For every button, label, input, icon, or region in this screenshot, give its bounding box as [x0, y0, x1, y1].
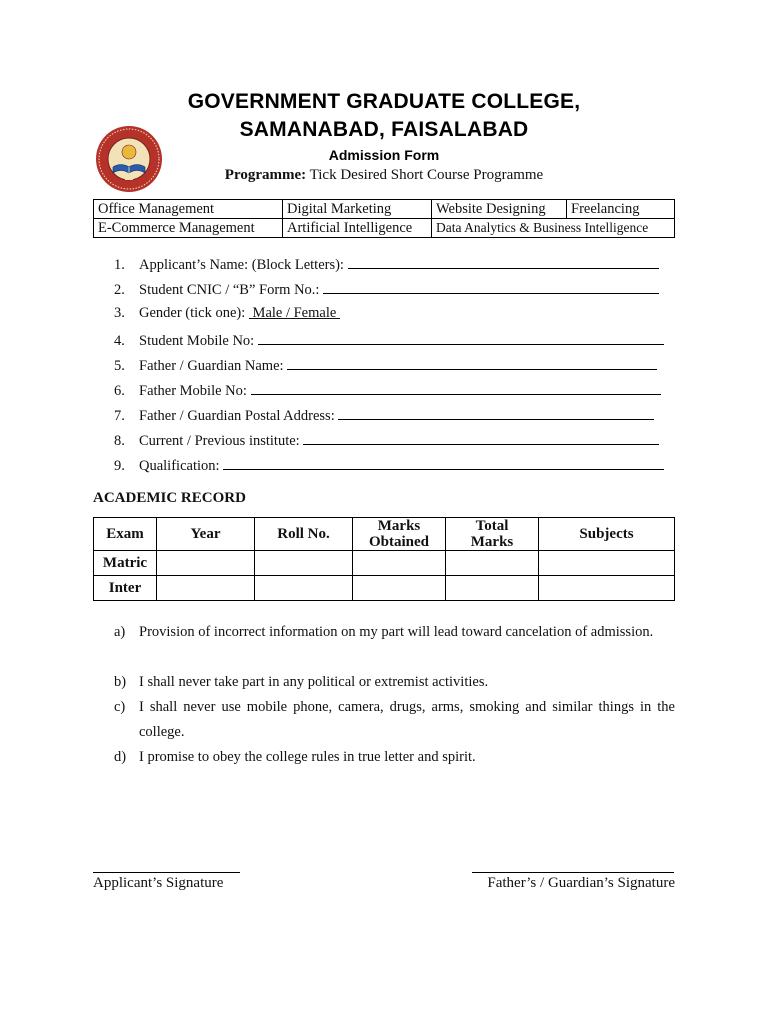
declaration-d	[114, 745, 675, 770]
field-label: Current / Previous institute:	[139, 433, 304, 449]
course-row	[94, 200, 675, 219]
college-seal-logo	[95, 125, 163, 193]
declaration-letter: a)	[114, 624, 126, 640]
field-number: 7.	[114, 408, 125, 424]
field-postal-address	[114, 405, 674, 425]
college-title-line1: GOVERNMENT GRADUATE COLLEGE,	[187, 90, 581, 113]
col-subjects: Subjects	[539, 518, 675, 551]
field-father-mobile	[114, 380, 674, 400]
declaration-letter: c)	[114, 699, 126, 715]
field-number: 2.	[114, 282, 125, 298]
field-label: Applicant’s Name: (Block Letters):	[139, 257, 348, 273]
field-applicant-name	[114, 254, 674, 274]
field-qualification	[114, 455, 674, 475]
matric-total-cell[interactable]	[446, 551, 539, 576]
col-marks-line2: Obtained	[368, 534, 429, 550]
field-student-mobile	[114, 330, 674, 350]
declaration-text: Provision of incorrect information on my part will lead toward cancelation of admission.	[139, 624, 654, 640]
course-office-management[interactable]: Office Management	[94, 200, 283, 219]
field-guardian-name	[114, 355, 674, 375]
course-digital-marketing[interactable]: Digital Marketing	[283, 200, 432, 219]
matric-subjects-cell[interactable]	[539, 551, 675, 576]
declaration-text: I shall never take part in any political or extremist activities.	[139, 674, 489, 690]
col-total-line2: Marks	[470, 534, 514, 550]
field-previous-institute	[114, 430, 674, 450]
field-gender	[114, 304, 674, 322]
inter-roll-cell[interactable]	[255, 576, 353, 601]
form-name: Admission Form	[328, 147, 440, 163]
table-row	[94, 576, 675, 601]
table-header-row	[94, 518, 675, 551]
declaration-a	[114, 620, 675, 645]
inter-subjects-cell[interactable]	[539, 576, 675, 601]
field-label: Student Mobile No:	[139, 333, 258, 349]
course-artificial-intelligence[interactable]: Artificial Intelligence	[283, 219, 432, 238]
applicant-name-input[interactable]	[348, 254, 659, 269]
field-number: 5.	[114, 358, 125, 374]
field-number: 3.	[114, 305, 125, 321]
academic-record-heading: ACADEMIC RECORD	[93, 490, 246, 506]
student-cnic-input[interactable]	[323, 279, 659, 294]
field-label: Father Mobile No:	[139, 383, 251, 399]
postal-address-input[interactable]	[338, 405, 654, 420]
field-number: 8.	[114, 433, 125, 449]
qualification-input[interactable]	[223, 455, 664, 470]
declaration-letter: d)	[114, 749, 127, 765]
col-roll-no: Roll No.	[255, 518, 353, 551]
row-matric: Matric	[94, 551, 157, 576]
matric-year-cell[interactable]	[157, 551, 255, 576]
declaration-letter: b)	[114, 674, 127, 690]
field-label: Father / Guardian Name:	[139, 358, 288, 374]
applicant-signature-label: Applicant’s Signature	[93, 875, 224, 891]
matric-marks-cell[interactable]	[353, 551, 446, 576]
declaration-c	[114, 695, 675, 745]
field-label: Gender (tick one):	[139, 305, 249, 321]
course-options-table	[93, 199, 675, 238]
col-exam: Exam	[94, 518, 157, 551]
inter-total-cell[interactable]	[446, 576, 539, 601]
inter-year-cell[interactable]	[157, 576, 255, 601]
field-label: Qualification:	[139, 458, 224, 474]
col-marks-obtained	[353, 518, 446, 551]
course-ecommerce-management[interactable]: E-Commerce Management	[94, 219, 283, 238]
academic-record-table	[93, 517, 675, 601]
course-row	[94, 219, 675, 238]
course-data-analytics[interactable]: Data Analytics & Business Intelligence	[432, 219, 675, 238]
col-total-marks	[446, 518, 539, 551]
inter-marks-cell[interactable]	[353, 576, 446, 601]
course-website-designing[interactable]: Website Designing	[432, 200, 567, 219]
field-number: 4.	[114, 333, 125, 349]
declaration-b	[114, 670, 675, 695]
col-total-line1: Total	[475, 518, 509, 534]
matric-roll-cell[interactable]	[255, 551, 353, 576]
field-student-cnic	[114, 279, 674, 299]
father-mobile-input[interactable]	[251, 380, 661, 395]
col-marks-line1: Marks	[377, 518, 421, 534]
declaration-text: I promise to obey the college rules in true letter and spirit.	[139, 749, 476, 765]
col-year: Year	[157, 518, 255, 551]
field-number: 6.	[114, 383, 125, 399]
guardian-signature-line[interactable]	[472, 872, 674, 873]
declaration-text: I shall never use mobile phone, camera, drugs, arms, smoking and similar things in the college.	[139, 699, 675, 740]
field-number: 9.	[114, 458, 125, 474]
field-number: 1.	[114, 257, 125, 273]
programme-label: Programme:	[224, 167, 307, 183]
guardian-signature-label: Father’s / Guardian’s Signature	[487, 875, 675, 891]
student-mobile-input[interactable]	[258, 330, 664, 345]
course-freelancing[interactable]: Freelancing	[567, 200, 675, 219]
table-row	[94, 551, 675, 576]
gender-options[interactable]: Male / Female	[248, 305, 340, 321]
field-label: Student CNIC / “B” Form No.:	[139, 282, 324, 298]
college-title-line2: SAMANABAD, FAISALABAD	[239, 118, 529, 141]
programme-text: Tick Desired Short Course Programme	[309, 167, 544, 183]
previous-institute-input[interactable]	[303, 430, 659, 445]
field-label: Father / Guardian Postal Address:	[139, 408, 339, 424]
guardian-name-input[interactable]	[287, 355, 657, 370]
applicant-signature-line[interactable]	[93, 872, 240, 873]
row-inter: Inter	[94, 576, 157, 601]
